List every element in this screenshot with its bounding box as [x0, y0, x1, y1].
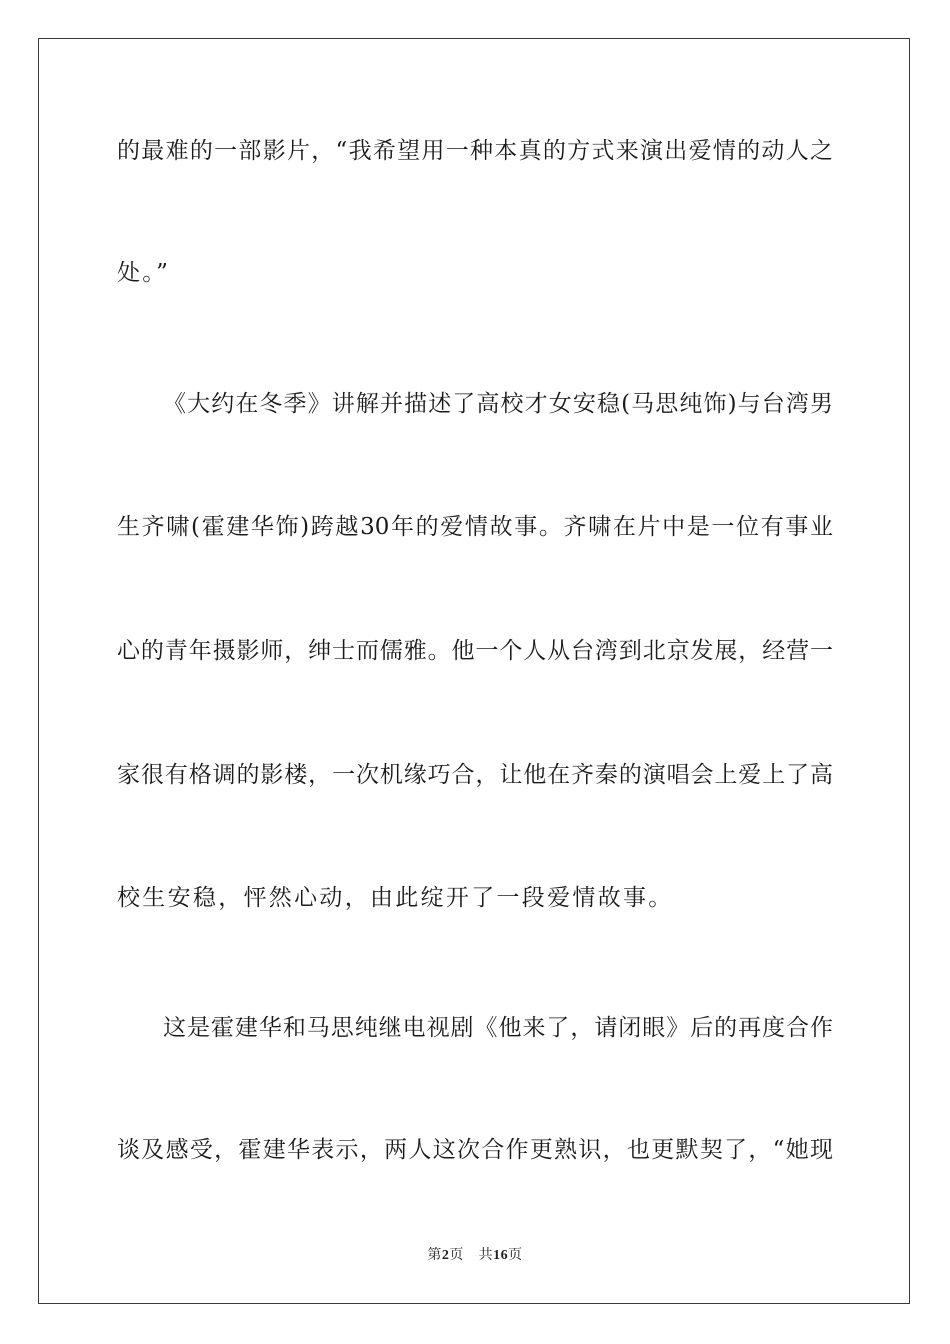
page-suffix: 页	[449, 1247, 464, 1263]
paragraph-2-line-2: 生齐啸(霍建华饰)跨越30年的爱情故事。齐啸在片中是一位有事业	[117, 514, 833, 540]
text-line-2: 处。”	[117, 260, 171, 286]
paragraph-2-line-3: 心的青年摄影师，绅士而儒雅。他一个人从台湾到北京发展，经营一	[117, 638, 833, 664]
page-number: 2	[441, 1248, 450, 1263]
page-border	[38, 38, 910, 1304]
page-footer	[0, 1246, 950, 1265]
total-suffix: 页	[508, 1247, 523, 1263]
paragraph-2-line-5: 校生安稳，怦然心动，由此绽开了一段爱情故事。	[117, 885, 674, 911]
paragraph-2-line-4: 家很有格调的影楼，一次机缘巧合，让他在齐秦的演唱会上爱上了高	[117, 762, 833, 788]
page-prefix: 第	[427, 1247, 442, 1263]
paragraph-3-line-2: 谈及感受，霍建华表示，两人这次合作更熟识，也更默契了，“她现	[117, 1137, 833, 1163]
paragraph-3-line-1: 这是霍建华和马思纯继电视剧《他来了，请闭眼》后的再度合作	[163, 1015, 833, 1041]
text-line-1: 的最难的一部影片，“我希望用一种本真的方式来演出爱情的动人之	[117, 138, 833, 164]
total-label	[479, 1247, 523, 1263]
paragraph-2-line-1: 《大约在冬季》讲解并描述了高校才女安稳(马思纯饰)与台湾男	[163, 391, 833, 417]
page-label	[427, 1247, 464, 1263]
total-prefix: 共	[478, 1247, 494, 1263]
total-pages: 16	[493, 1248, 509, 1263]
